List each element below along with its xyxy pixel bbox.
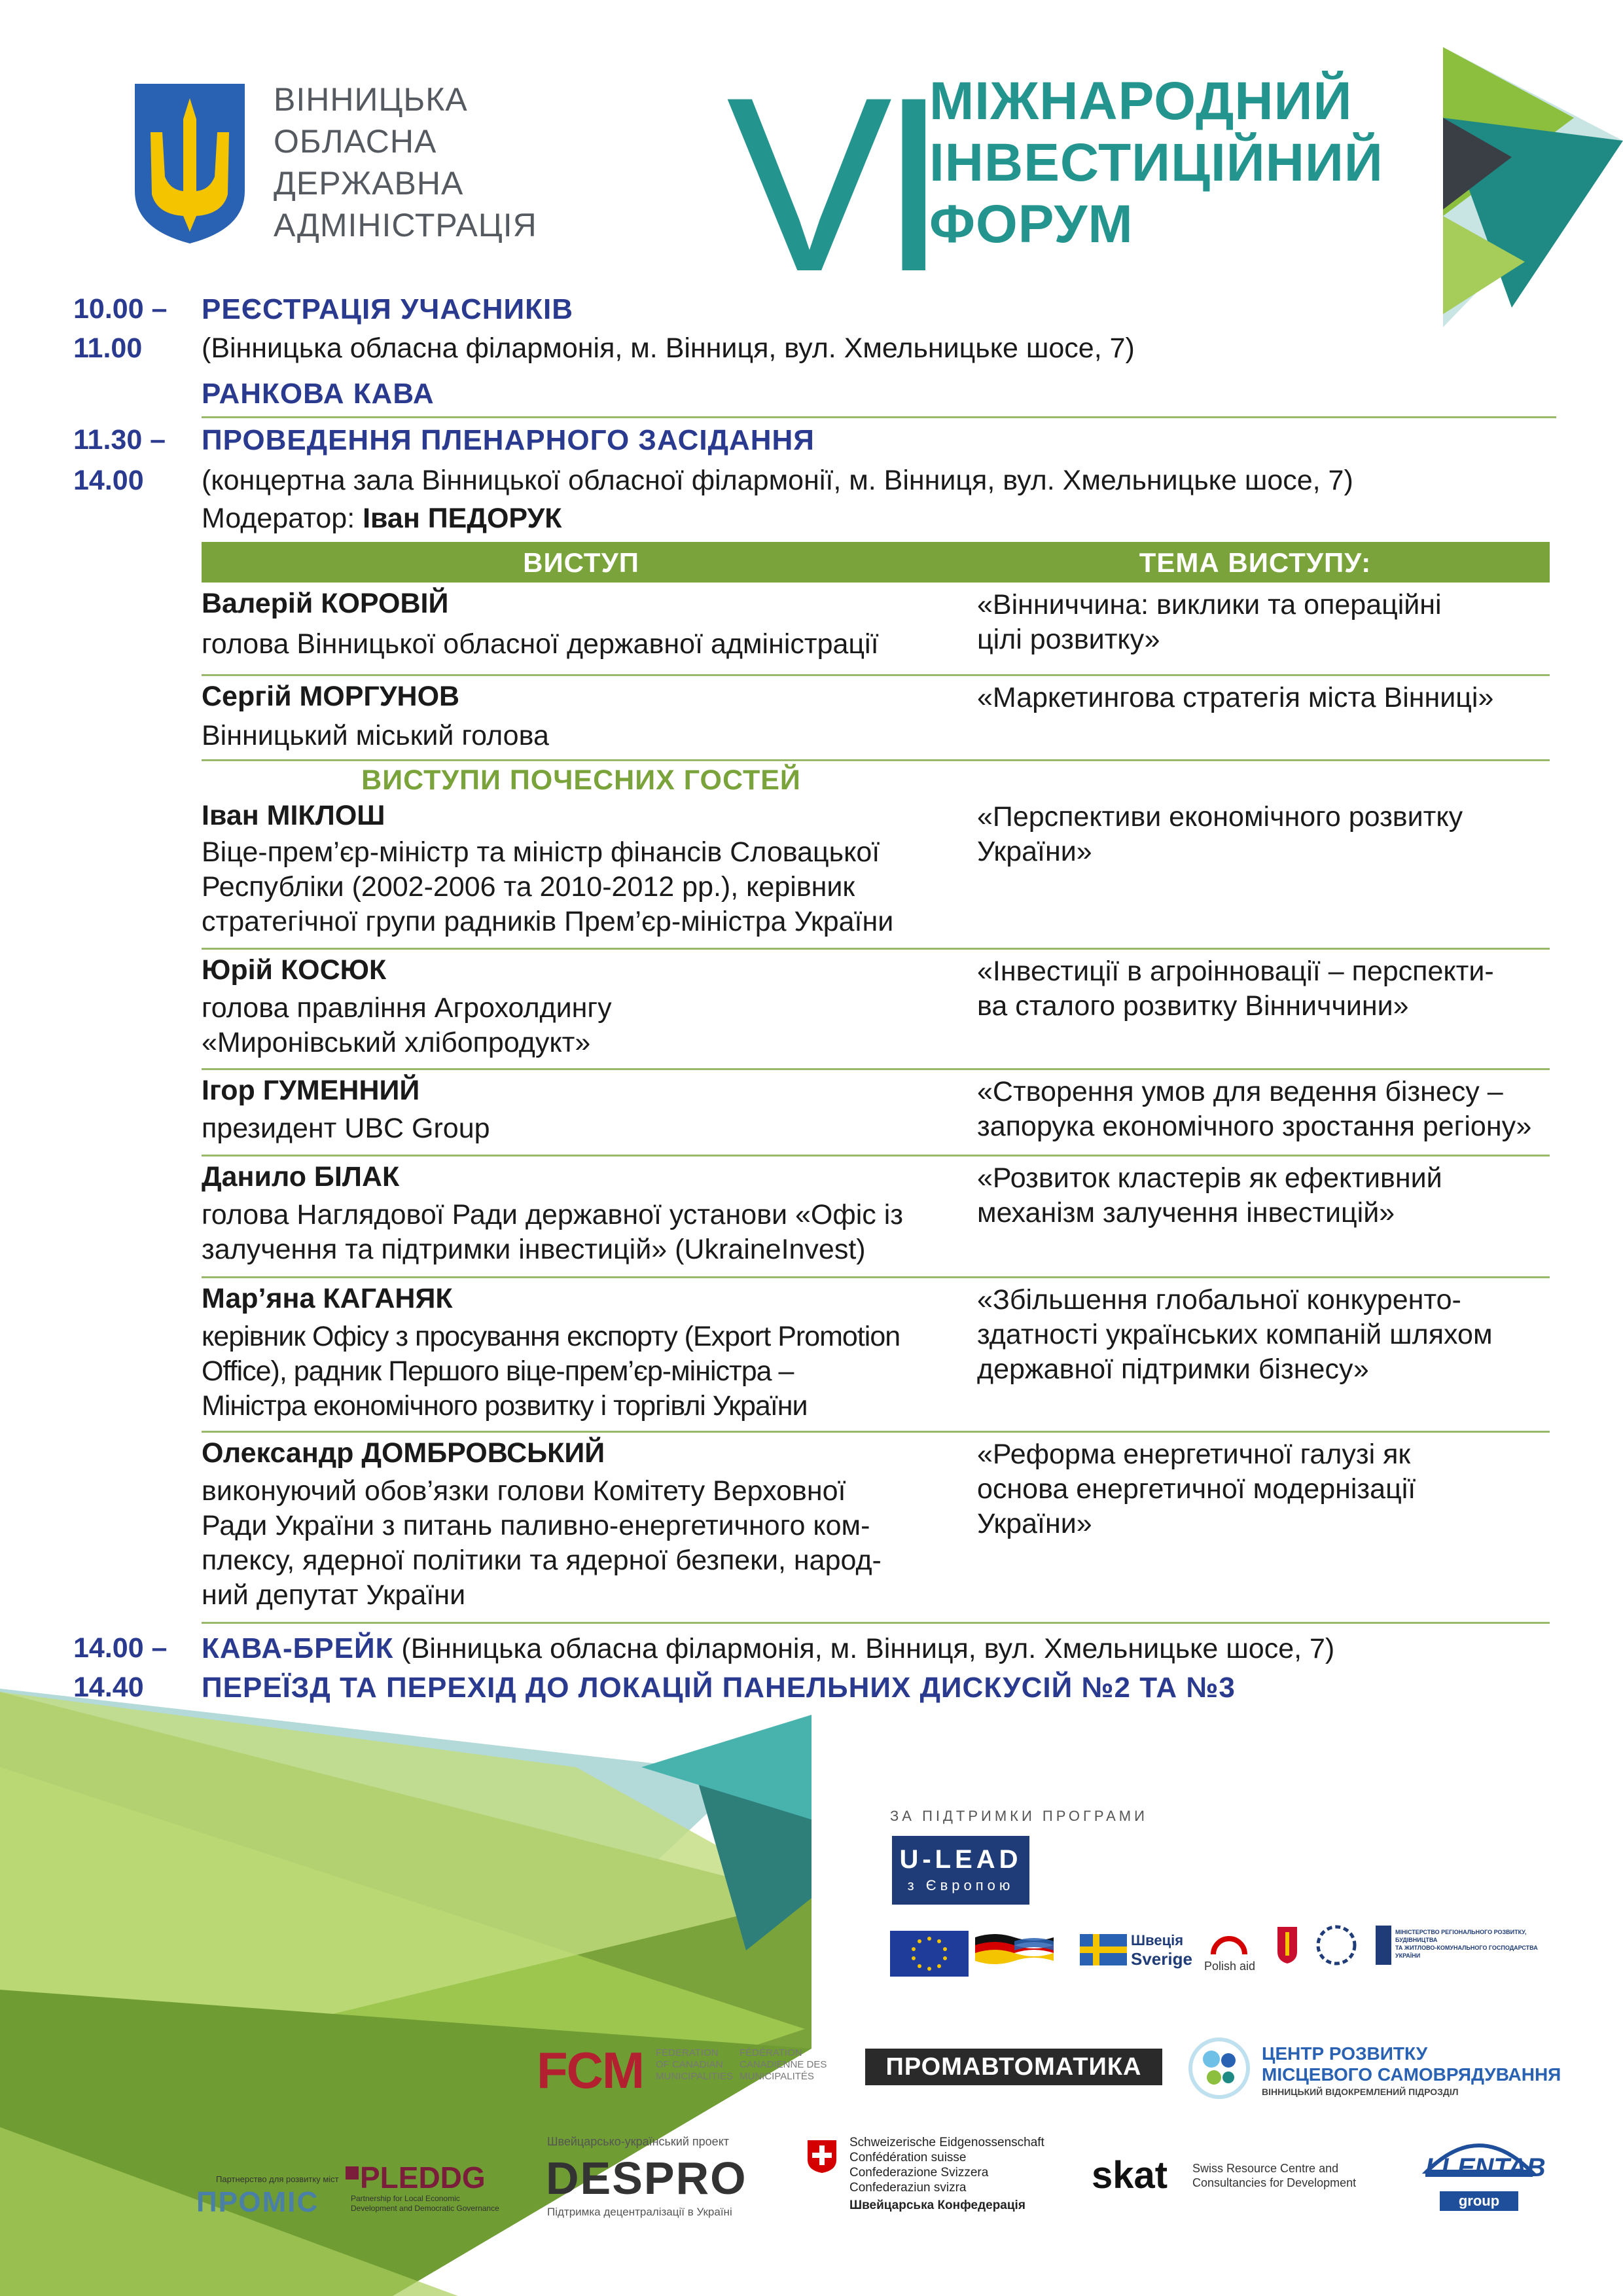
speaker-name: Сергій МОРГУНОВ [202,681,460,712]
fcm-french [740,2047,827,2083]
divider [202,1276,1550,1278]
ministry-line: МІНІСТЕРСТВО РЕГІОНАЛЬНОГО РОЗВИТКУ, [1395,1929,1527,1935]
speech-topic [977,954,1494,1024]
speech-topic [977,1075,1531,1144]
role-line: виконуючий обов’язки голови Комітету Верховної [202,1475,846,1507]
ministry-emblem-icon [1374,1923,1393,1967]
topic-line: «Реформа енергетичної галузі як [977,1439,1411,1470]
time-start: 10.00 – [73,293,168,325]
session-title: РЕЄСТРАЦІЯ УЧАСНИКІВ [202,293,574,325]
eu-flag-icon [890,1931,969,1977]
divider [202,1155,1550,1157]
swiss-line: Confederaziun svizra [849,2181,967,2195]
forum-title [929,71,1383,255]
swiss-ua: Швейцарська Конфедерація [849,2198,1026,2212]
despro-logo: DESPRO [546,2153,747,2204]
role-line: ний депутат України [202,1579,466,1611]
forum-title-line: ФОРУМ [929,194,1133,254]
topic-line: «Інвестиції в агроінновації – перспекти- [977,956,1494,987]
speech-topic [977,1283,1493,1387]
swiss-line: Confédération suisse [849,2151,967,2164]
speech-topic [977,800,1463,869]
promavtomatika-logo: ПРОМАВТОМАТИКА [865,2049,1162,2085]
fcm-line: MUNICIPALITÉS [740,2071,814,2082]
role-line: голова правління Агрохолдингу [202,992,612,1024]
org-line: ОБЛАСНА [274,123,437,160]
org-line: ВІННИЦЬКА [274,81,468,118]
topic-line: «Розвиток кластерів як ефективний [977,1162,1442,1194]
role-line: президент UBC Group [202,1113,490,1144]
polish-aid-icon [1209,1924,1249,1957]
pleddg-sub [351,2194,499,2214]
divider [202,416,1556,418]
center-logo [1262,2043,1561,2098]
divider [202,674,1550,676]
session-place: (Вінницька обласна філармонія, м. Вінниця, вул. Хмельницьке шосе, 7) [401,1633,1335,1664]
moderator-name: Іван ПЕДОРУК [363,503,562,534]
honored-guests-heading: ВИСТУПИ ПОЧЕСНИХ ГОСТЕЙ [361,764,801,796]
role-line: Віце-прем’єр-міністр та міністр фінансів Словацької [202,836,880,868]
org-line: ДЕРЖАВНА [274,165,464,202]
speech-topic [977,681,1493,715]
fcm-line: CANADIENNE DES [740,2059,827,2070]
support-label: ЗА ПІДТРИМКИ ПРОГРАМИ [890,1808,1148,1824]
time-start: 14.00 – [73,1632,168,1664]
swiss-line: Schweizerische Eidgenossenschaft [849,2136,1044,2149]
ministry-line: ТА ЖИТЛОВО-КОМУНАЛЬНОГО ГОСПОДАРСТВА [1395,1945,1538,1951]
ministry-label [1395,1928,1538,1960]
organization-name [274,79,537,246]
org-line: АДМІНІСТРАЦІЯ [274,207,537,243]
speakers-table-header [202,542,1550,583]
forum-title-line: ІНВЕСТИЦІЙНИЙ [929,133,1383,192]
divider [202,759,1550,761]
topic-line: «Збільшення глобальної конкуренто- [977,1284,1461,1316]
speaker-role [202,719,549,753]
fcm-logo: FCM [537,2041,643,2099]
center-sub: ВІННИЦЬКИЙ ВІДОКРЕМЛЕНИЙ ПІДРОЗДІЛ [1262,2087,1459,2097]
vinnytsia-coat-icon [1276,1926,1298,1965]
pleddg-logo: PLEDDG [360,2161,486,2195]
time-end: 14.00 [73,465,144,496]
topic-line: здатності українських компаній шляхом [977,1319,1493,1350]
role-line: залучення та підтримки інвестицій» (UkraineInvest) [202,1234,866,1265]
speaker-name: Мар’яна КАГАНЯК [202,1283,453,1314]
column-topic: ТЕМА ВИСТУПУ: [1139,547,1372,578]
topic-line: «Вінниччина: виклики та операційні [977,589,1442,620]
session-title: ПРОВЕДЕННЯ ПЛЕНАРНОГО ЗАСІДАННЯ [202,424,815,456]
speaker-name: Данило БІЛАК [202,1161,400,1193]
moderator [202,503,562,535]
speaker-name: Юрій КОСЮК [202,954,387,986]
session-place: (Вінницька обласна філармонія, м. Вінниця, вул. Хмельницьке шосе, 7) [202,332,1135,364]
topic-line: ва сталого розвитку Вінниччини» [977,990,1409,1022]
role-line: керівник Офісу з просування експорту (Export Promotion [202,1321,901,1352]
role-line: Республіки (2002-2006 та 2010-2012 рр.), керівник [202,871,855,903]
fcm-english [656,2047,733,2083]
morning-coffee: РАНКОВА КАВА [202,378,435,410]
role-line: «Миронівський хлібопродукт» [202,1027,591,1058]
topic-line: основа енергетичної модернізації [977,1473,1416,1505]
role-line: голова Вінницької обласної державної адміністрації [202,628,879,660]
topic-line: запорука економічного зростання регіону» [977,1111,1532,1142]
speaker-name: Валерій КОРОВІЙ [202,588,449,619]
topic-line: державної підтримки бізнесу» [977,1354,1369,1385]
column-speech: ВИСТУП [523,547,639,578]
germany-ukraine-flags-icon [975,1931,1054,1977]
sweden-en: Sverige [1131,1949,1192,1969]
swiss-line: Confederazione Svizzera [849,2166,989,2179]
skat-line: Swiss Resource Centre and [1192,2162,1339,2175]
pleddg-mark-icon [346,2166,359,2179]
coffee-break [202,1632,1334,1665]
speaker-role [202,991,612,1060]
divider [202,948,1550,950]
speaker-role [202,1319,900,1424]
role-line: голова Наглядової Ради державної установи «Офіс із [202,1199,904,1230]
role-line: плексу, ядерної політики та ядерної безпеки, народ- [202,1545,882,1576]
forum-number: VI [726,45,936,323]
sweden-flag-icon [1080,1934,1127,1965]
skat-line: Consultancies for Development [1192,2176,1357,2189]
center-emblem-icon [1188,2037,1251,2100]
role-line: Вінницький міський голова [202,720,549,751]
center-line: МІСЦЕВОГО САМОВРЯДУВАННЯ [1262,2064,1561,2085]
fcm-line: FÉDÉRATION [740,2047,802,2058]
speaker-name: Олександр ДОМБРОВСЬКИЙ [202,1437,605,1469]
speaker-name: Іван МІКЛОШ [202,800,385,831]
forum-title-line: МІЖНАРОДНИЙ [929,71,1353,131]
speech-topic [977,1161,1442,1230]
swiss-coat-icon [806,2139,838,2174]
polish-aid-label: Polish aid [1204,1960,1256,1973]
sweden-ua: Швеція [1131,1932,1184,1948]
fcm-line: FEDERATION [656,2047,719,2058]
swiss-confederation [849,2135,1044,2213]
role-line: стратегічної групи радників Прем’єр-міністра України [202,906,894,937]
divider [202,1431,1550,1433]
role-line: Міністра економічного розвитку і торгівлі України [202,1390,808,1422]
time-start: 11.30 – [73,424,166,456]
topic-line: «Перспективи економічного розвитку [977,801,1463,833]
role-line: Office), радник Першого віце-прем’єр-міністра – [202,1355,794,1387]
ulead-sub: з Європою [907,1877,1014,1893]
fcm-line: MUNICIPALITIES [656,2071,734,2082]
time-end: 11.00 [73,332,143,364]
moderator-label: Модератор: [202,503,355,534]
skat-logo: skat [1092,2154,1168,2197]
ministry-line: УКРАЇНИ [1395,1952,1421,1959]
ulead-logo [892,1836,1029,1905]
speech-topic [977,588,1442,657]
pleddg-line: Development and Democratic Governance [351,2204,499,2213]
divider [202,1622,1550,1624]
topic-line: України» [977,836,1092,867]
transfer-note: ПЕРЕЇЗД ТА ПЕРЕХІД ДО ЛОКАЦІЙ ПАНЕЛЬНИХ ДИСКУСІЙ №2 ТА №3 [202,1672,1236,1704]
sweden-label [1131,1932,1192,1969]
fcm-line: OF CANADIAN [656,2059,723,2070]
despro-top: Швейцарсько-український проект [547,2135,730,2148]
coat-of-arms-icon [131,80,249,247]
topic-line: цілі розвитку» [977,624,1160,655]
speech-topic [977,1437,1416,1541]
speaker-role [202,627,879,662]
speaker-role [202,1111,490,1146]
speaker-role [202,1198,903,1267]
llentab-logo: LLENTAB [1425,2153,1546,2182]
topic-line: «Маркетингова стратегія міста Вінниці» [977,682,1494,713]
skat-sub [1192,2161,1356,2190]
despro-sub: Підтримка децентралізації в Україні [547,2206,732,2218]
topic-line: «Створення умов для ведення бізнесу – [977,1076,1503,1107]
ministry-line: БУДІВНИЦТВА [1395,1937,1438,1943]
estonia-emblem-icon [1315,1924,1357,1966]
session-place: (концертна зала Вінницької обласної філармонії, м. Вінниця, вул. Хмельницьке шосе, 7) [202,465,1353,496]
promis-logo: ПРОМІС [196,2186,319,2218]
role-line: Ради України з питань паливно-енергетичного ком- [202,1510,870,1541]
time-end: 14.40 [73,1672,144,1703]
session-title: КАВА-БРЕЙК [202,1632,394,1664]
ulead-main: U-LEAD [899,1845,1022,1874]
speaker-role [202,1474,882,1613]
speaker-name: Ігор ГУМЕННИЙ [202,1075,420,1106]
center-line: ЦЕНТР РОЗВИТКУ [1262,2043,1428,2064]
divider [202,1068,1550,1070]
promis-top: Партнерство для розвитку міст [216,2174,339,2184]
pleddg-line: Partnership for Local Economic [351,2194,460,2203]
topic-line: механізм залучення інвестицій» [977,1197,1395,1229]
topic-line: України» [977,1508,1092,1539]
speaker-role [202,835,893,939]
llentab-sub: group [1458,2193,1500,2209]
